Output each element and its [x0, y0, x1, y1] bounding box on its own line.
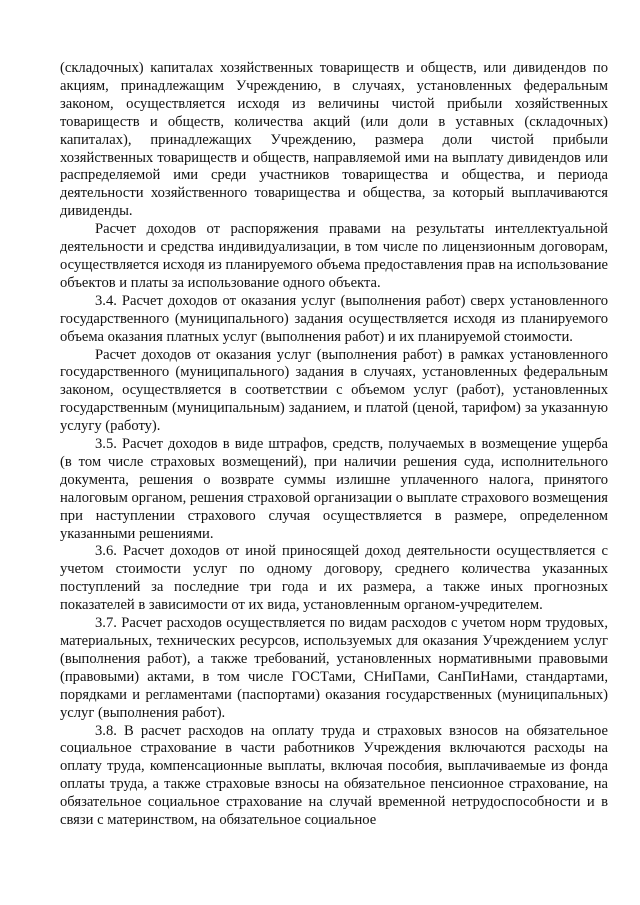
paragraph-3-4: 3.4. Расчет доходов от оказания услуг (выполнения работ) сверх установленного государственного (муниципального) задания осуществляется исходя из планируемого объема оказания платных услуг (выполнения работ) и их планируемой стоимости. [60, 292, 608, 345]
document-page [60, 60, 608, 830]
paragraph-3-7: 3.7. Расчет расходов осуществляется по видам расходов с учетом норм трудовых, материальных, технических ресурсов, используемых для оказания Учреждением услуг (выполнения работ), а также требований, установленных нормативными правовыми (правовыми) актами, в том числе ГОСТами, СНиПами, СанПиНами, стандартами, порядками и регламентами (паспортами) оказания государственных (муниципальных) услуг (выполнения работ). [60, 615, 608, 721]
paragraph-3-6: 3.6. Расчет доходов от иной приносящей доход деятельности осуществляется с учетом стоимости услуг по одному договору, среднего количества указанных поступлений за последние три года и их размера, а также иных прогнозных показателей в зависимости от их вида, установленным органом-учредителем. [60, 543, 608, 614]
paragraph-3-8: 3.8. В расчет расходов на оплату труда и страховых взносов на обязательное социальное страхование в части работников Учреждения включаются расходы на оплату труда, компенсационные выплаты, включая пособия, выплачиваемые из фонда оплаты труда, а также страховые взносы на обязательное пенсионное страхование, на обязательное социальное страхование на случай временной нетрудоспособности и в связи с материнством, на обязательное социальное [60, 722, 608, 829]
paragraph-intellectual-property-income: Расчет доходов от распоряжения правами на результаты интеллектуальной деятельности и средства индивидуализации, в том числе по лицензионным договорам, осуществляется исходя из планируемого объема предоставления прав на использование объектов и платы за использование одного объекта. [60, 221, 608, 291]
paragraph-3-5: 3.5. Расчет доходов в виде штрафов, средств, получаемых в возмещение ущерба (в том числе страховых возмещений), при наличии решения суда, исполнительного документа, решения о возврате суммы излишне уплаченного налога, принятого налоговым органом, решения страховой организации о выплате страхового возмещения при наступлении страхового случая осуществляется в размере, определенном указанными решениями. [60, 436, 609, 542]
paragraph-3-4-within-assignment: Расчет доходов от оказания услуг (выполнения работ) в рамках установленного государственного (муниципального) задания в случаях, установленных федеральным законом, осуществляется в соответствии с объемом услуг (работ), установленных государственным (муниципальным) заданием, и платой (ценой, тарифом) за указанную услугу (работу). [60, 346, 608, 435]
paragraph-continuation: (складочных) капиталах хозяйственных товариществ и обществ, или дивидендов по акциям, принадлежащим Учреждению, в случаях, установленных федеральным законом, осуществляется исходя из величины чистой прибыли хозяйственных товариществ и обществ, количества акций (или доли в уставных (складочных) капиталах), принадлежащих Учреждению, размера доли чистой прибыли хозяйственных товариществ и обществ, направляемой ими на выплату дивидендов или распределяемой ими среди участников товарищества и общества, и периода деятельности хозяйственного товарищества и общества, за который выплачиваются дивиденды. [60, 60, 608, 220]
